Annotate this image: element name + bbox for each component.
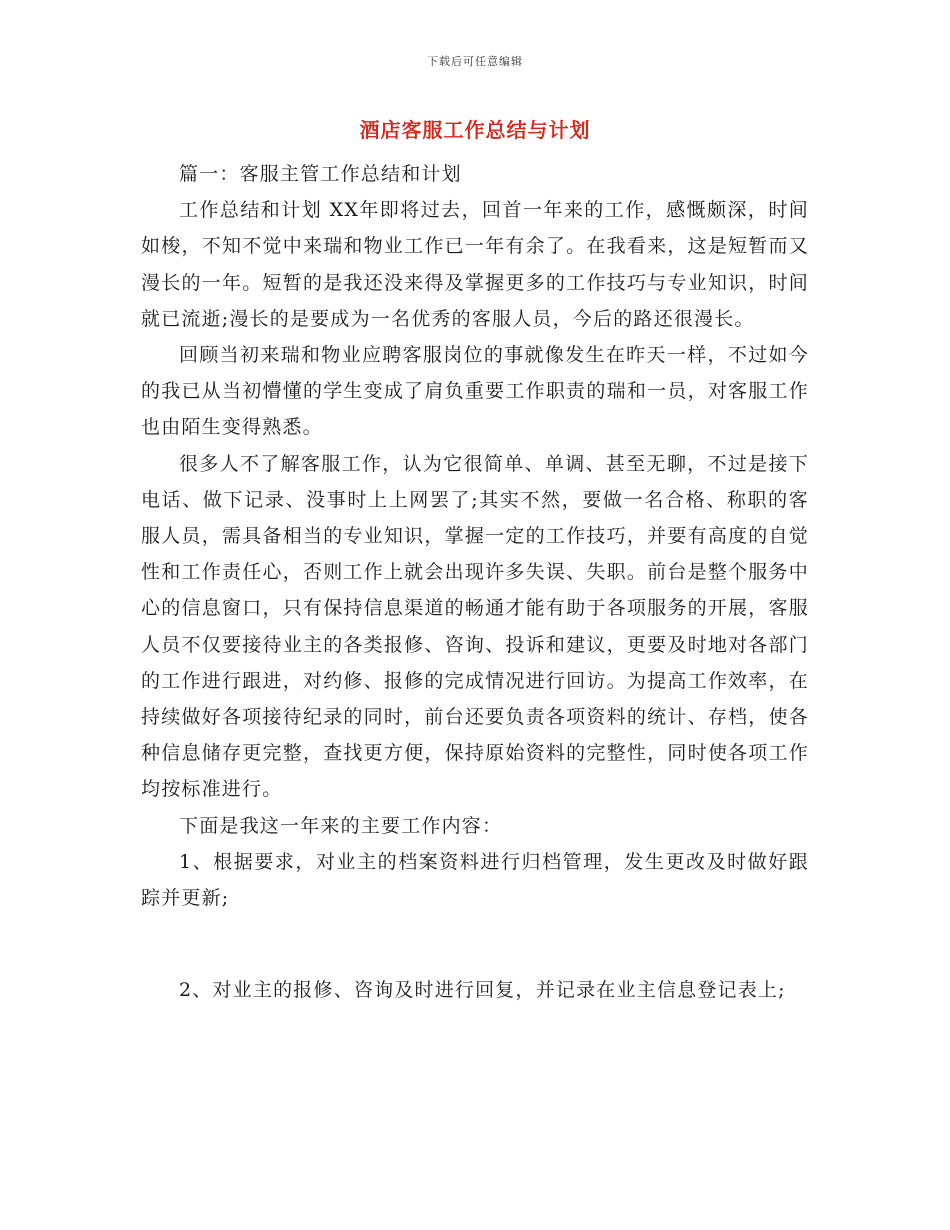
header-note: 下载后可任意编辑 [427,55,523,68]
document-body [141,156,809,1008]
spacer [141,916,809,972]
list-item: 2、对业主的报修、咨询及时进行回复，并记录在业主信息登记表上; [179,979,786,1002]
list-item: 1、根据要求，对业主的档案资料进行归档管理，发生更改及时做好跟踪并更新; [141,850,809,910]
paragraph: 回顾当初来瑞和物业应聘客服岗位的事就像发生在昨天一样，不过如今的我已从当初懵懂的学生变成了肩负重要工作职责的瑞和一员，对客服工作也由陌生变得熟悉。 [141,344,809,439]
section-heading: 篇一：客服主管工作总结和计划 [179,163,462,185]
paragraph: 工作总结和计划 XX年即将过去，回首一年来的工作，感慨颇深，时间如梭，不知不觉中来瑞和物业工作已一年有余了。在我看来，这是短暂而又漫长的一年。短暂的是我还没来得及掌握更多的工作技巧与专业知识，时间就已流逝;漫长的是要成为一名优秀的客服人员，今后的路还很漫长。 [141,199,809,330]
paragraph: 下面是我这一年来的主要工作内容： [179,814,503,837]
document-title: 酒店客服工作总结与计划 [359,118,591,142]
paragraph: 很多人不了解客服工作，认为它很简单、单调、甚至无聊，不过是接下电话、做下记录、没事时上上网罢了;其实不然，要做一名合格、称职的客服人员，需具备相当的专业知识，掌握一定的工作技巧，并要有高度的自觉性和工作责任心，否则工作上就会出现许多失误、失职。前台是整个服务中心的信息窗口，只有保持信息渠道的畅通才能有助于各项服务的开展，客服人员不仅要接待业主的各类报修、咨询、投诉和建议，更要及时地对各部门的工作进行跟进，对约修、报修的完成情况进行回访。为提高工作效率，在持续做好各项接待纪录的同时，前台还要负责各项资料的统计、存档，使各种信息储存更完整，查找更方便，保持原始资料的完整性，同时使各项工作均按标准进行。 [141,452,809,801]
